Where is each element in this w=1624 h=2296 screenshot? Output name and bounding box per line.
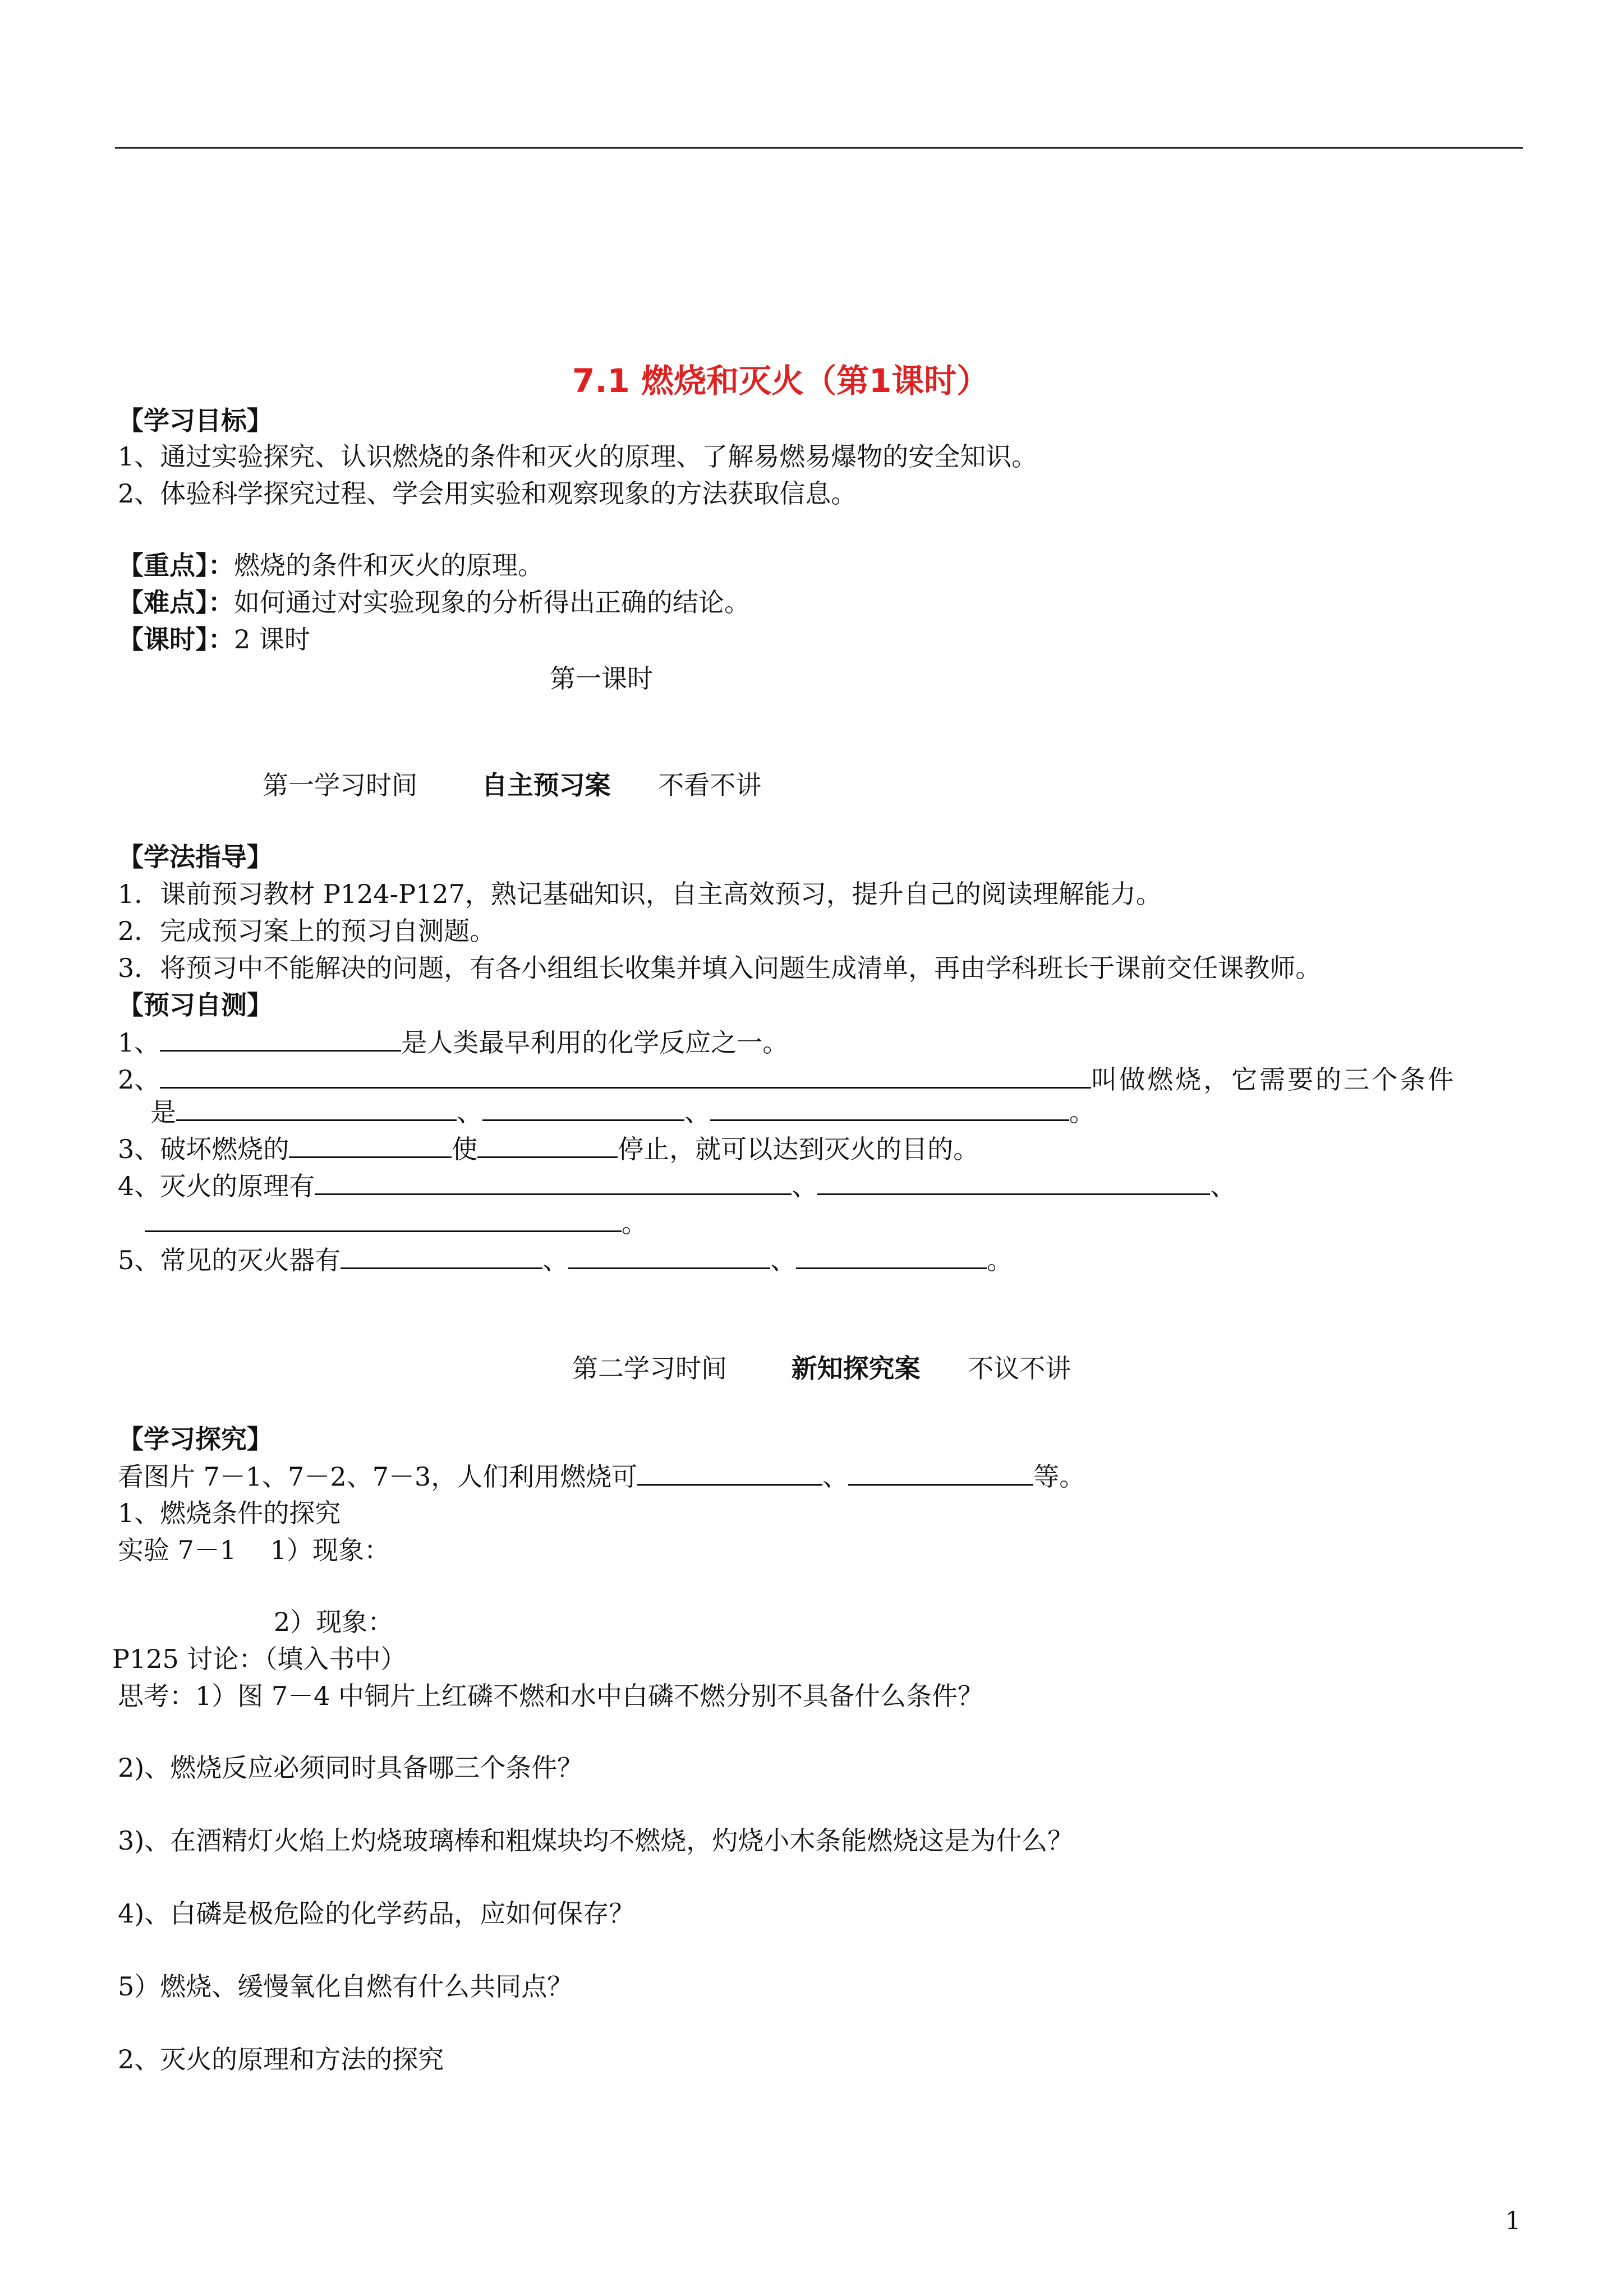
- q3-blank-1[interactable]: [289, 1132, 452, 1158]
- p125-discussion: P125 讨论：（填入书中）: [112, 1644, 407, 1674]
- q3-text-b: 使: [452, 1134, 478, 1164]
- difficulty: [118, 585, 750, 619]
- q3-blank-2[interactable]: [477, 1132, 618, 1158]
- q5-sep-2: 、: [770, 1245, 797, 1275]
- inquiry-intro: [118, 1459, 1085, 1493]
- header-rule: [115, 147, 1523, 149]
- q4-sep-2: 、: [1210, 1171, 1236, 1201]
- self-test-q3: [118, 1132, 979, 1166]
- q5-sep-1: 、: [542, 1245, 569, 1275]
- inquiry-blank-2[interactable]: [848, 1459, 1033, 1486]
- think-question-4: 4)、白磷是极危险的化学药品，应如何保存？: [118, 1898, 635, 1929]
- section1-name: 自主预习案: [481, 770, 611, 800]
- self-test-q5: [118, 1243, 1013, 1277]
- periods-text: 2 课时: [234, 624, 310, 654]
- inquiry-intro-a: 看图片 7－1、7－2、7－3，人们利用燃烧可: [118, 1461, 638, 1492]
- session-label: 第一课时: [550, 663, 653, 694]
- method-guide-item-3: 3．将预习中不能解决的问题，有各小组组长收集并填入问题生成清单，再由学科班长于课前交任课教师。: [118, 953, 1322, 983]
- experiment-7-1: 实验 7－1 1）现象：: [118, 1535, 390, 1565]
- experiment-7-1-phenomenon-2: 2）现象：: [274, 1607, 394, 1637]
- section1-note: 不看不讲: [658, 770, 762, 800]
- q2-lead: 是: [150, 1097, 176, 1127]
- objective-2: 2、体验科学探究过程、学会用实验和观察现象的方法获取信息。: [118, 478, 857, 509]
- think-question-3: 3)、在酒精灯火焰上灼烧玻璃棒和粗煤块均不燃烧，灼烧小木条能燃烧这是为什么？: [118, 1825, 1074, 1856]
- q2-tail: 叫做燃烧，它需要的三个条件: [1091, 1064, 1456, 1095]
- inquiry-heading: 【学习探究】: [118, 1424, 273, 1454]
- section2-note: 不议不讲: [968, 1353, 1071, 1384]
- key-point-label: 【重点】：: [118, 550, 234, 580]
- inquiry-intro-sep: 、: [822, 1461, 849, 1492]
- q2-sep-1: 、: [457, 1097, 482, 1127]
- q3-text-c: 停止，就可以达到灭火的目的。: [618, 1134, 979, 1164]
- q1-text: 是人类最早利用的化学反应之一。: [401, 1027, 789, 1058]
- self-test-q2-line1: [118, 1062, 1456, 1096]
- self-test-q4-line2: [145, 1206, 647, 1240]
- topic-2: 2、灭火的原理和方法的探究: [118, 2044, 444, 2074]
- inquiry-blank-1[interactable]: [637, 1459, 822, 1486]
- difficulty-label: 【难点】：: [118, 587, 234, 617]
- q5-text-a: 5、常见的灭火器有: [118, 1245, 341, 1275]
- periods-label: 【课时】：: [118, 624, 234, 654]
- q2-blank-definition[interactable]: [160, 1062, 1091, 1089]
- self-test-q2-line2: [150, 1095, 1095, 1129]
- method-guide-heading: 【学法指导】: [118, 842, 273, 872]
- objective-1: 1、通过实验探究、认识燃烧的条件和灭火的原理、了解易燃易爆物的安全知识。: [118, 441, 1038, 472]
- q1-blank[interactable]: [160, 1025, 401, 1052]
- think-question-1: 思考：1）图 7－4 中铜片上红磷不燃和水中白磷不燃分别不具备什么条件？: [118, 1681, 984, 1711]
- self-test-q4-line1: [118, 1169, 1236, 1203]
- difficulty-text: 如何通过对实验现象的分析得出正确的结论。: [234, 587, 750, 617]
- method-guide-item-2: 2．完成预习案上的预习自测题。: [118, 916, 496, 946]
- topic-1: 1、燃烧条件的探究: [118, 1498, 341, 1528]
- periods: [118, 623, 310, 656]
- q2-end: 。: [1069, 1097, 1095, 1127]
- section1-time: 第一学习时间: [263, 770, 417, 800]
- q1-number: 1、: [118, 1027, 160, 1058]
- section2-time: 第二学习时间: [572, 1353, 727, 1384]
- q4-end: 。: [622, 1208, 647, 1238]
- q5-blank-2[interactable]: [568, 1243, 770, 1269]
- key-point-text: 燃烧的条件和灭火的原理。: [234, 550, 544, 580]
- inquiry-intro-end: 等。: [1033, 1461, 1085, 1492]
- self-test-heading: 【预习自测】: [118, 990, 273, 1020]
- q4-sep-1: 、: [792, 1171, 818, 1201]
- q4-text-a: 4、灭火的原理有: [118, 1171, 315, 1201]
- q2-blank-condition-3[interactable]: [710, 1095, 1069, 1121]
- think-question-2: 2)、燃烧反应必须同时具备哪三个条件？: [118, 1753, 583, 1783]
- q4-blank-1[interactable]: [315, 1169, 792, 1195]
- q2-blank-condition-2[interactable]: [482, 1095, 684, 1121]
- self-test-q1: [118, 1025, 788, 1059]
- method-guide-item-1: 1．课前预习教材 P124-P127，熟记基础知识，自主高效预习，提升自己的阅读理解能力。: [118, 879, 1162, 909]
- page-title: 7.1 燃烧和灭火（第1课时）: [572, 362, 990, 400]
- q5-blank-1[interactable]: [341, 1243, 542, 1269]
- section1-header: [263, 768, 761, 802]
- q5-end: 。: [987, 1245, 1013, 1275]
- q4-blank-2[interactable]: [817, 1169, 1210, 1195]
- q2-number: 2、: [118, 1064, 160, 1095]
- q4-blank-3[interactable]: [145, 1206, 622, 1232]
- key-point: [118, 548, 544, 582]
- q5-blank-3[interactable]: [796, 1243, 987, 1269]
- section2-header: [572, 1352, 1071, 1385]
- section2-name: 新知探究案: [791, 1353, 921, 1384]
- q2-blank-condition-1[interactable]: [176, 1095, 457, 1121]
- page-number: 1: [1505, 2207, 1521, 2235]
- q3-text-a: 3、破坏燃烧的: [118, 1134, 289, 1164]
- q2-sep-2: 、: [684, 1097, 710, 1127]
- objectives-heading: 【学习目标】: [118, 405, 273, 436]
- think-question-5: 5）燃烧、缓慢氧化自燃有什么共同点？: [118, 1971, 573, 2002]
